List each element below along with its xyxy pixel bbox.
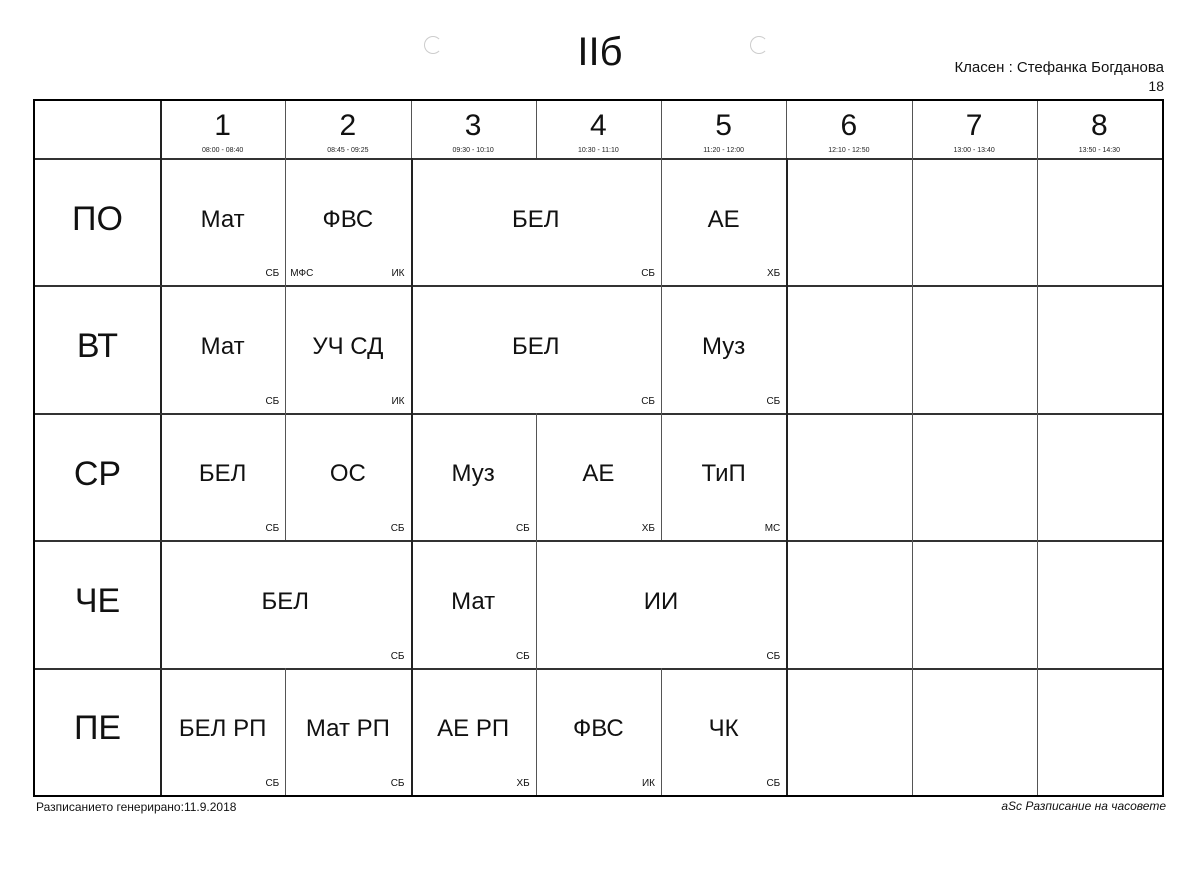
header-column-divider <box>661 101 662 158</box>
lesson-subject: Мат <box>451 587 496 615</box>
period-header <box>661 101 786 158</box>
lesson-cell[interactable] <box>285 668 410 795</box>
period-number: 5 <box>715 109 732 142</box>
day-label: ВТ <box>76 327 119 366</box>
day-label: ЧЕ <box>74 581 121 620</box>
period-number: 7 <box>965 109 983 142</box>
period-time: 13:00 - 13:40 <box>953 147 995 154</box>
period-header <box>160 101 285 158</box>
cell-divider <box>912 285 913 412</box>
cell-divider <box>912 540 913 667</box>
cell-divider <box>786 540 788 667</box>
period-number: 8 <box>1091 109 1108 142</box>
period-header <box>285 101 410 158</box>
lesson-teacher: СБ <box>515 650 530 662</box>
page-number: 18 <box>1148 78 1164 94</box>
timetable-grid <box>33 99 1164 797</box>
lesson-subject: БЕЛ <box>198 460 247 488</box>
cell-divider <box>1037 413 1038 540</box>
period-time: 08:45 - 09:25 <box>327 147 369 154</box>
day-label: СР <box>73 454 122 493</box>
cell-divider <box>786 158 788 285</box>
period-number: 3 <box>464 109 482 142</box>
cell-divider <box>786 285 788 412</box>
lesson-cell[interactable] <box>160 413 285 540</box>
cell-divider <box>1037 668 1038 795</box>
cell-divider <box>912 413 913 540</box>
header-column-divider <box>536 101 537 158</box>
header-column-divider <box>786 101 787 158</box>
lesson-subject: ОС <box>329 460 366 488</box>
lesson-teacher: ХБ <box>641 523 655 535</box>
cell-divider <box>786 413 788 540</box>
lesson-subject: БЕЛ <box>511 333 560 361</box>
lesson-subject: Мат РП <box>305 715 390 743</box>
day-label: ПО <box>72 199 123 238</box>
period-number: 2 <box>339 109 357 142</box>
period-time: 12:10 - 12:50 <box>828 147 870 154</box>
lesson-cell[interactable] <box>661 668 786 795</box>
lesson-teacher: СБ <box>265 268 280 280</box>
lesson-cell[interactable] <box>536 540 787 667</box>
period-time: 10:30 - 11:10 <box>578 147 619 154</box>
lesson-subject: БЕЛ <box>261 587 309 615</box>
lesson-subject: Муз <box>451 460 495 488</box>
lesson-teacher: ИК <box>391 268 405 280</box>
period-header <box>1037 101 1162 158</box>
lesson-subject: Муз <box>701 333 746 361</box>
header-column-divider <box>912 101 913 158</box>
lesson-teacher: СБ <box>766 777 781 789</box>
period-number: 1 <box>214 109 231 142</box>
lesson-teacher: СБ <box>390 777 405 789</box>
lesson-teacher: ИК <box>391 395 405 407</box>
period-time: 09:30 - 10:10 <box>452 147 494 154</box>
lesson-subject: БЕЛ <box>511 205 560 233</box>
lesson-subject: АЕ <box>707 205 740 233</box>
period-time: 11:20 - 12:00 <box>703 147 744 154</box>
period-number: 4 <box>590 109 607 142</box>
generated-date: Разписанието генерирано:11.9.2018 <box>36 800 237 814</box>
lesson-teacher: ИК <box>641 777 655 789</box>
lesson-cell[interactable] <box>160 158 285 285</box>
lesson-teacher: ХБ <box>767 268 781 280</box>
period-time: 08:00 - 08:40 <box>201 147 244 154</box>
lesson-cell[interactable] <box>411 668 536 795</box>
lesson-room: МФС <box>290 268 314 280</box>
cell-divider <box>1037 540 1038 667</box>
lesson-subject: ТиП <box>701 460 746 488</box>
cell-divider <box>786 668 788 795</box>
lesson-cell[interactable] <box>536 413 661 540</box>
lesson-subject: Мат <box>200 205 245 233</box>
lesson-cell[interactable] <box>285 285 410 412</box>
lesson-teacher: СБ <box>641 268 655 280</box>
lesson-cell[interactable] <box>536 668 661 795</box>
lesson-teacher: СБ <box>390 523 405 535</box>
lesson-subject: АЕ <box>582 460 615 488</box>
lesson-subject: ФВС <box>322 205 374 233</box>
lesson-cell[interactable] <box>411 540 536 667</box>
lesson-cell[interactable] <box>411 285 662 412</box>
lesson-teacher: СБ <box>766 650 781 662</box>
lesson-cell[interactable] <box>661 413 786 540</box>
header-column-divider <box>285 101 286 158</box>
lesson-cell[interactable] <box>285 413 410 540</box>
lesson-teacher: СБ <box>641 395 655 407</box>
period-header <box>536 101 661 158</box>
header-column-divider <box>411 101 412 158</box>
lesson-subject: УЧ СД <box>312 333 384 361</box>
day-label: ПЕ <box>73 709 122 748</box>
lesson-teacher: МС <box>764 523 781 535</box>
lesson-subject: АЕ РП <box>437 715 510 743</box>
lesson-teacher: СБ <box>265 395 280 407</box>
period-header <box>411 101 536 158</box>
software-credit: aSc Разписание на часовете <box>1001 799 1166 813</box>
lesson-subject: Мат <box>200 333 245 361</box>
lesson-subject: ЧК <box>708 715 739 743</box>
cell-divider <box>912 158 913 285</box>
lesson-cell[interactable] <box>160 285 285 412</box>
lesson-cell[interactable] <box>411 158 662 285</box>
lesson-teacher: СБ <box>265 777 280 789</box>
cell-divider <box>1037 158 1038 285</box>
period-number: 6 <box>840 109 858 142</box>
lesson-teacher: СБ <box>515 523 530 535</box>
period-header <box>786 101 911 158</box>
cell-divider <box>912 668 913 795</box>
lesson-cell[interactable] <box>411 413 536 540</box>
lesson-teacher: СБ <box>766 395 781 407</box>
period-time: 13:50 - 14:30 <box>1078 147 1120 154</box>
lesson-subject: БЕЛ РП <box>178 715 267 743</box>
lesson-teacher: ХБ <box>516 777 530 789</box>
lesson-cell[interactable] <box>285 158 410 285</box>
lesson-teacher: СБ <box>265 523 280 535</box>
class-title: IIб <box>577 30 623 74</box>
class-teacher: Класен : Стефанка Богданова <box>954 59 1164 76</box>
period-header <box>912 101 1037 158</box>
lesson-subject: ФВС <box>572 715 624 743</box>
header-column-divider <box>1037 101 1038 158</box>
lesson-cell[interactable] <box>661 158 786 285</box>
cell-divider <box>1037 285 1038 412</box>
lesson-cell[interactable] <box>661 285 786 412</box>
lesson-subject: ИИ <box>643 587 679 615</box>
lesson-cell[interactable] <box>160 540 411 667</box>
lesson-cell[interactable] <box>160 668 285 795</box>
lesson-teacher: СБ <box>390 650 405 662</box>
